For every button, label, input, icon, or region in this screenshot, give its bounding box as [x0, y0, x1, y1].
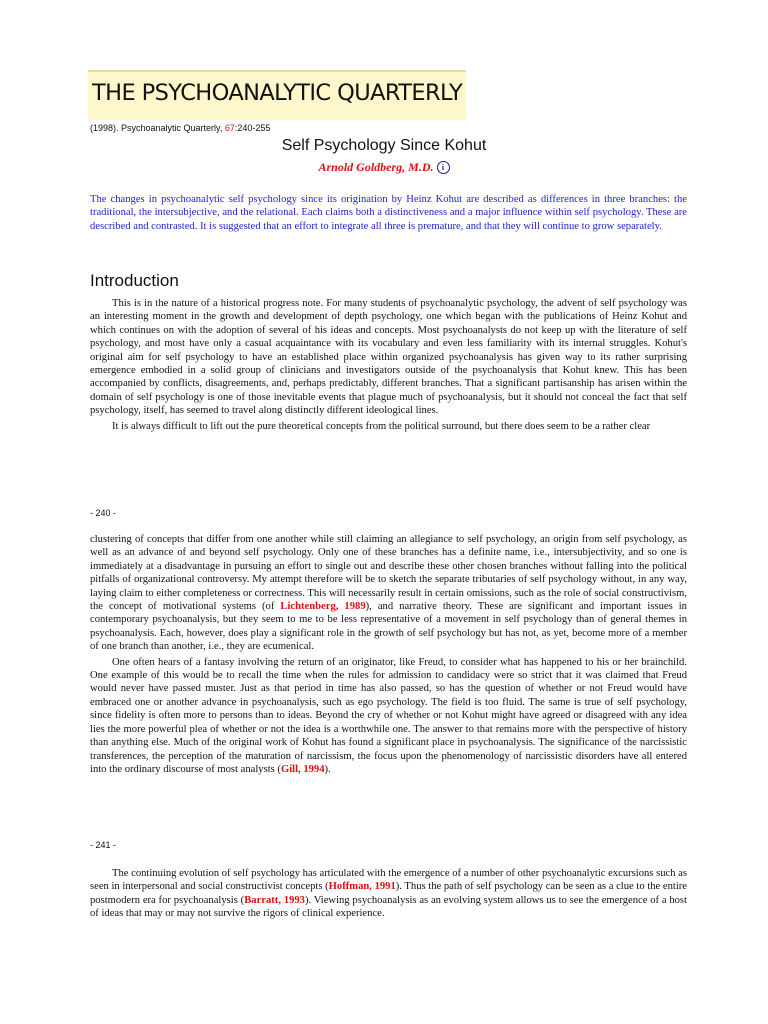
page-number-241: - 241 -	[90, 840, 117, 850]
paragraph-1: This is in the nature of a historical progress note. For many students of psychoanalytic psychology, the advent of self psychology was an interesting moment in the growth and development of depth psychology, one which began with the publications of Heinz Kohut and which continues on with the adoption of several of his ideas and concepts. Most psychoanalysts do not keep up with the literature of self psychology, and most have only a casual acquaintance with its vocabulary and even less familiarity with its internal struggles. Kohut's original aim for self psychology to have an established place within organized psychoanalysis has given way to its rather surprising emergence embodied in a solid group of clinicians and investigators outside of the psychoanalysis that Kohut knew. This has been accompanied by conflicts, disagreements, and, perhaps predictably, different branches. That a significant partisanship has arisen within the domain of self psychology is one of those inevitable events that plague much of psychoanalysis, but it should not conceal the fact that self psychology, itself, has seemed to travel along distinctly different ideological lines.	[90, 298, 687, 417]
body-text-page-242	[90, 867, 687, 923]
paragraph-3	[90, 533, 687, 654]
paragraph-3-text-a: clustering of concepts that differ from one another while still claiming an allegiance to self psychology, an origin from self psychology, as well as an advance of and beyond self psychology. Only one of these branches has a definite name, i.e., intersubjectivity, and so one is immediately at a disadvantage in pursuing an effort to single out and describe these other chosen branches without falling into the political pitfalls of organizational controversy. My attempt therefore will be to sketch the separate tributaries of self psychology without, in any way, laying claim to either completeness or correctness. This will necessarily result in certain omissions, such as the role of social constructivism, the concept of motivational systems (of	[90, 534, 687, 613]
author-link[interactable]: Arnold Goldberg, M.D.	[318, 160, 434, 174]
paragraph-5-text-c: ). Viewing psychoanalysis as an evolving system allows us to see the emergence of a host of ideas that may or may not survive the rigors of clinical experience.	[90, 894, 687, 920]
paragraph-5	[90, 867, 687, 921]
citation-prefix: (1998). Psychoanalytic Quarterly,	[90, 123, 225, 133]
paragraph-4-text-b: ).	[324, 763, 331, 775]
ref-link-hoffman[interactable]: Hoffman, 1991	[328, 881, 396, 893]
author-line	[0, 160, 768, 175]
paragraph-5-text-b: ). Thus the path of self psychology can be seen as a clue to the entire postmodern era for psychoanalysis (	[90, 881, 687, 906]
page-number-240: - 240 -	[90, 508, 117, 518]
citation-pages: :240-255	[234, 123, 271, 133]
abstract: The changes in psychoanalytic self psychology since its origination by Heinz Kohut are described as differences in three branches: the traditional, the intersubjective, and the relational. Each claims both a distinctiveness and a major influence within self psychology. These are described and contrasted. It is suggested that an effort to integrate all three is premature, and that they will continue to grow separately.	[90, 194, 687, 232]
paragraph-5-text-a: The continuing evolution of self psychology has articulated with the emergence of a number of other psychoanalytic excursions such as seen in interpersonal and social constructivist concepts (	[90, 868, 687, 893]
citation-volume-link[interactable]: 67	[224, 123, 235, 133]
article-title: Self Psychology Since Kohut	[281, 137, 487, 154]
info-circle-icon[interactable]: i	[437, 161, 450, 174]
paragraph-2: It is always difficult to lift out the pure theoretical concepts from the political surround, but there does seem to be a rather clear	[112, 420, 651, 432]
section-heading-introduction: Introduction	[90, 271, 179, 290]
body-text-page-240	[90, 297, 687, 435]
ref-link-gill[interactable]: Gill, 1994	[280, 763, 325, 775]
paragraph-3-text-b: ), and narrative theory. These are significant and important issues in contemporary psychoanalysis, but they seem to me to be less representative of a movement in self psychology than of general themes in psychoanalysis. Each, however, does play a significant role in the growth of self psychology but has not, as yet, become more of a member of one branch than another, i.e., they are ecumenical.	[90, 601, 687, 653]
citation-line	[90, 123, 270, 133]
journal-masthead	[88, 70, 466, 120]
ref-link-lichtenberg[interactable]: Lichtenberg, 1989	[280, 601, 366, 613]
paragraph-4	[90, 656, 687, 777]
body-text-page-241	[90, 533, 687, 778]
ref-link-barratt[interactable]: Barratt, 1993	[244, 894, 305, 906]
paragraph-4-text-a: One often hears of a fantasy involving the return of an originator, like Freud, to consider what has happened to his or her brainchild. One example of this would be to recall the time when the rules for admission to candidacy were so strict that it was claimed that Freud would never have passed muster. Just as that period in time has also passed, so has the question of whether or not Freud would have embraced one or another advance in psychoanalysis, such as ego psychology. The field is too fluid. The same is true of self psychology, since fidelity is often more to persons than to ideas. Beyond the cry of whether or not Kohut might have agreed or disagreed with any idea lies the more powerful plea of whether or not the idea is a worthwhile one. The answer to that remains more with the perspective of history than anything else. Much of the original work of Kohut has found a significant place in psychoanalysis. The significance of the narcissistic transferences, the perception of the maturation of narcissism, the focus upon the phenomenology of narcissistic disorders have all entered into the ordinary discourse of most analysts (	[90, 656, 687, 775]
journal-name: THE PSYCHOANALYTIC QUARTERLY	[92, 80, 463, 106]
